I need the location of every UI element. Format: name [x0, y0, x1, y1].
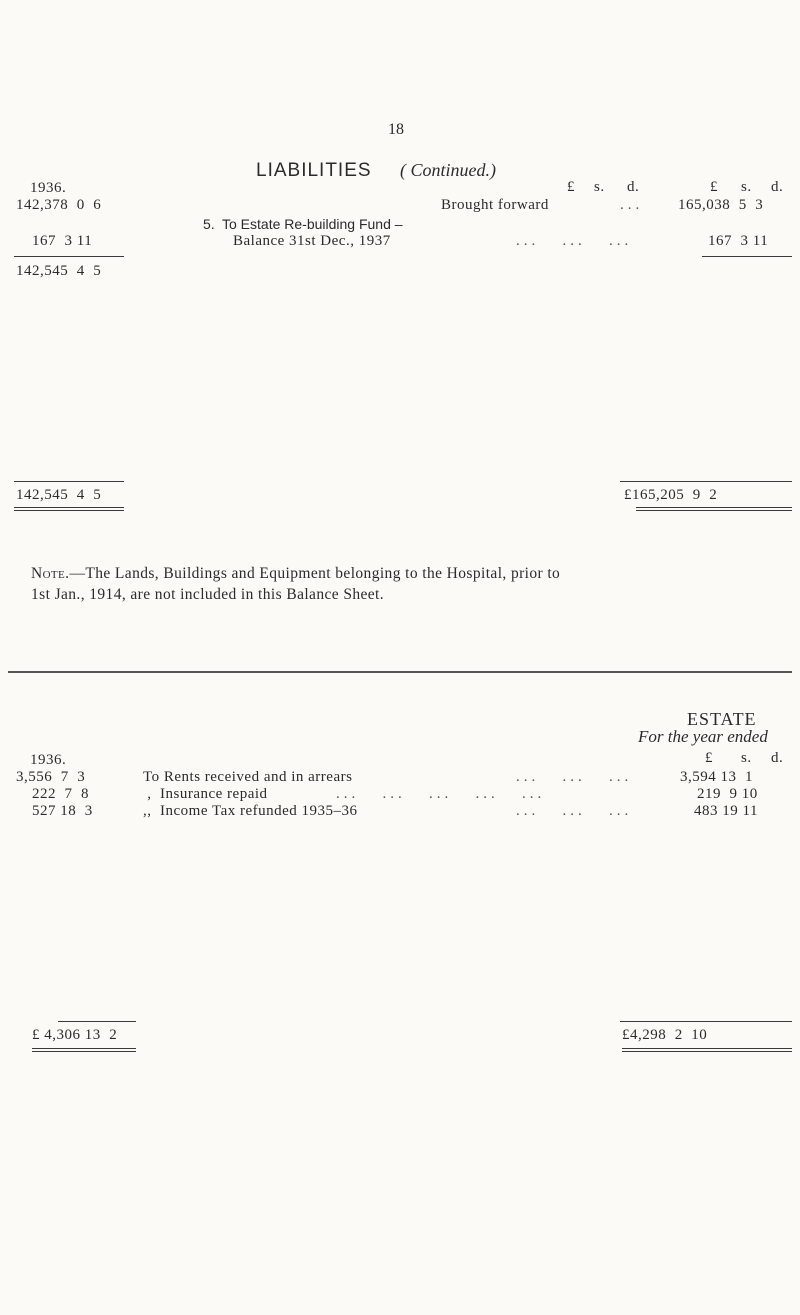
total-amount: £165,205 9 2 — [624, 487, 718, 503]
row2-prev-amount: 167 3 11 — [32, 233, 93, 249]
rule-total-bottom-2 — [636, 510, 792, 511]
rule-amount-subtotal — [702, 256, 792, 257]
page-number: 18 — [388, 121, 404, 138]
col-s-1: s. — [594, 179, 605, 195]
row1-prev-amount: 142,378 0 6 — [16, 197, 102, 213]
estate-row1-dots: ... ... ... — [516, 769, 633, 785]
row2-amount: 167 3 11 — [708, 233, 769, 249]
estate-row2-label: , Insurance repaid — [143, 786, 268, 802]
row1-dots: ... — [620, 197, 644, 213]
estate-rule-prev-total-bottom-2 — [32, 1051, 136, 1052]
prev-year-label: 1936. — [30, 180, 67, 196]
col-d-2: d. — [771, 179, 784, 195]
estate-rule-prev-total-bottom-1 — [32, 1048, 136, 1049]
estate-row3-dots: ... ... ... — [516, 803, 633, 819]
row2-dots: ... ... ... — [516, 233, 633, 249]
subtotal-prev: 142,545 4 5 — [16, 263, 102, 279]
balance-sheet-note — [31, 565, 560, 583]
rule-total-top — [620, 481, 792, 482]
row1-amount: 165,038 5 3 — [678, 197, 764, 213]
col-pound-2: £ — [710, 179, 718, 195]
note-line2: 1st Jan., 1914, are not included in this Balance Sheet. — [31, 586, 385, 603]
estate-col-pound: £ — [705, 750, 713, 766]
estate-row3-label: ,, Income Tax refunded 1935–36 — [143, 803, 358, 819]
row2-number: 5. — [203, 216, 215, 232]
estate-total-prev: £ 4,306 13 2 — [32, 1027, 118, 1043]
estate-row3-amount: 483 19 11 — [694, 803, 758, 819]
col-s-2: s. — [741, 179, 752, 195]
row2-label-line1: To Estate Re-building Fund – — [222, 216, 403, 232]
rule-prev-total-bottom-1 — [14, 507, 124, 508]
note-lead: Note. — [31, 565, 70, 582]
liabilities-heading: LIABILITIES — [256, 160, 372, 181]
estate-col-d: d. — [771, 750, 784, 766]
estate-total-amount: £4,298 2 10 — [622, 1027, 708, 1043]
note-line1: —The Lands, Buildings and Equipment belonging to the Hospital, prior to — [69, 565, 561, 582]
estate-prev-year-label: 1936. — [30, 752, 67, 768]
estate-rule-total-top — [620, 1021, 792, 1022]
col-d-1: d. — [627, 179, 640, 195]
estate-rule-total-bottom-2 — [622, 1051, 792, 1052]
estate-heading: ESTATE — [687, 709, 757, 729]
col-pound-1: £ — [567, 179, 575, 195]
estate-rule-total-bottom-1 — [622, 1048, 792, 1049]
estate-row2-amount: 219 9 10 — [697, 786, 758, 802]
section-divider — [8, 671, 792, 673]
rule-total-bottom-1 — [636, 507, 792, 508]
estate-row2-dots: ... ... ... ... ... — [336, 786, 546, 802]
estate-col-s: s. — [741, 750, 752, 766]
total-prev: 142,545 4 5 — [16, 487, 102, 503]
estate-row1-prev: 3,556 7 3 — [16, 769, 86, 785]
row2-label-line2: Balance 31st Dec., 1937 — [233, 233, 391, 249]
continued-label: ( Continued.) — [400, 160, 496, 180]
rule-prev-total-top — [14, 481, 124, 482]
estate-subheading: For the year ended — [638, 727, 768, 746]
estate-row3-prev: 527 18 3 — [32, 803, 93, 819]
estate-rule-prev-total-top — [58, 1021, 136, 1022]
estate-row1-label: To Rents received and in arrears — [143, 769, 353, 785]
rule-prev-total-bottom-2 — [14, 510, 124, 511]
estate-row2-prev: 222 7 8 — [32, 786, 89, 802]
row1-label: Brought forward — [441, 197, 549, 213]
rule-prev-subtotal — [14, 256, 124, 257]
estate-row1-amount: 3,594 13 1 — [680, 769, 753, 785]
